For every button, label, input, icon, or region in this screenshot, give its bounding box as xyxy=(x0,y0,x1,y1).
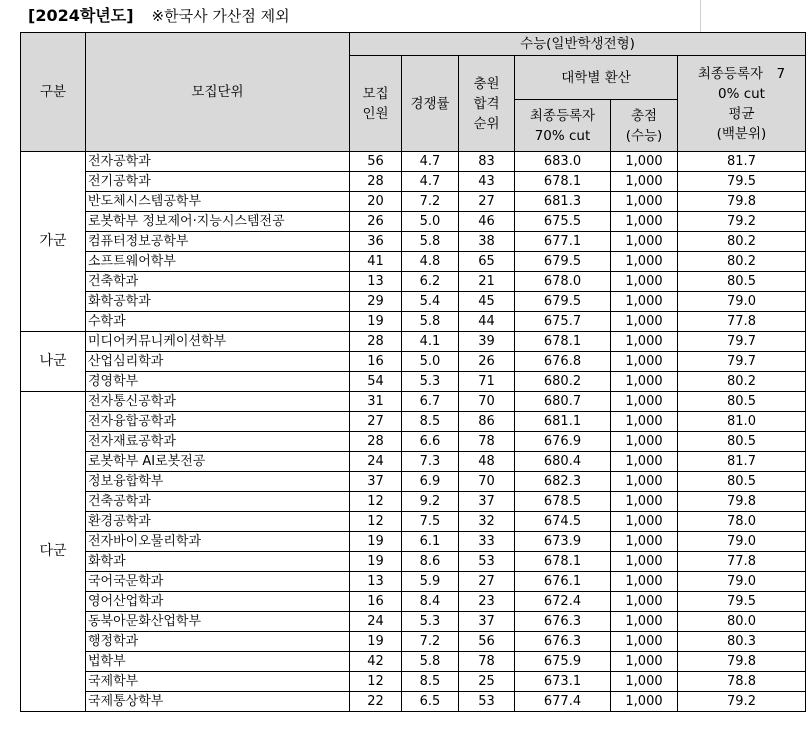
avg-cell: 81.0 xyxy=(678,412,806,432)
table-row xyxy=(21,212,806,232)
header-waitlist-line1: 충원 xyxy=(473,75,500,92)
quota-cell: 31 xyxy=(350,392,402,412)
competition-cell: 5.9 xyxy=(402,572,459,592)
unit-cell: 영어산업학과 xyxy=(86,592,350,612)
unit-cell: 전자재료공학과 xyxy=(86,432,350,452)
competition-cell: 7.2 xyxy=(402,192,459,212)
unit-cell: 전자통신공학과 xyxy=(86,392,350,412)
unit-cell: 수학과 xyxy=(86,312,350,332)
cut70-cell: 680.2 xyxy=(515,372,611,392)
avg-cell: 80.5 xyxy=(678,392,806,412)
table-row xyxy=(21,532,806,552)
cut70-cell: 675.7 xyxy=(515,312,611,332)
header-total-line2: (수능) xyxy=(625,127,663,144)
unit-cell: 로봇학부 AI로봇전공 xyxy=(86,452,350,472)
waitlist-cell: 53 xyxy=(459,692,515,712)
avg-cell: 79.7 xyxy=(678,352,806,372)
waitlist-cell: 65 xyxy=(459,252,515,272)
table-row xyxy=(21,592,806,612)
avg-cell: 78.0 xyxy=(678,512,806,532)
avg-cell: 79.8 xyxy=(678,492,806,512)
table-row xyxy=(21,232,806,252)
total-cell: 1,000 xyxy=(611,312,678,332)
quota-cell: 16 xyxy=(350,592,402,612)
header-quota-line1: 모집 xyxy=(362,85,389,102)
header-quota xyxy=(350,56,402,152)
competition-cell: 8.4 xyxy=(402,592,459,612)
header-avg-line2: 0% cut xyxy=(718,85,765,102)
unit-cell: 로봇학부 정보제어·지능시스템전공 xyxy=(86,212,350,232)
unit-cell: 국어국문학과 xyxy=(86,572,350,592)
avg-cell: 80.2 xyxy=(678,372,806,392)
total-cell: 1,000 xyxy=(611,692,678,712)
competition-cell: 4.8 xyxy=(402,252,459,272)
total-cell: 1,000 xyxy=(611,212,678,232)
competition-cell: 5.0 xyxy=(402,212,459,232)
header-total-line1: 총점 xyxy=(630,107,658,124)
header-waitlist xyxy=(459,56,515,152)
waitlist-cell: 71 xyxy=(459,372,515,392)
quota-cell: 22 xyxy=(350,692,402,712)
total-cell: 1,000 xyxy=(611,492,678,512)
waitlist-cell: 37 xyxy=(459,492,515,512)
table-header xyxy=(21,33,806,152)
background-divider xyxy=(700,0,701,32)
unit-cell: 건축공학과 xyxy=(86,492,350,512)
waitlist-cell: 39 xyxy=(459,332,515,352)
waitlist-cell: 53 xyxy=(459,552,515,572)
waitlist-cell: 43 xyxy=(459,172,515,192)
avg-cell: 79.0 xyxy=(678,292,806,312)
avg-cell: 80.0 xyxy=(678,612,806,632)
cut70-cell: 677.1 xyxy=(515,232,611,252)
unit-cell: 정보융합학부 xyxy=(86,472,350,492)
avg-cell: 79.5 xyxy=(678,592,806,612)
competition-cell: 4.7 xyxy=(402,172,459,192)
unit-cell: 산업심리학과 xyxy=(86,352,350,372)
table-row xyxy=(21,332,806,352)
quota-cell: 12 xyxy=(350,672,402,692)
unit-cell: 행정학과 xyxy=(86,632,350,652)
unit-cell: 소프트웨어학부 xyxy=(86,252,350,272)
cut70-cell: 678.1 xyxy=(515,332,611,352)
total-cell: 1,000 xyxy=(611,292,678,312)
cut70-cell: 683.0 xyxy=(515,152,611,172)
header-total xyxy=(611,100,678,152)
avg-cell: 77.8 xyxy=(678,552,806,572)
unit-cell: 컴퓨터정보공학부 xyxy=(86,232,350,252)
waitlist-cell: 37 xyxy=(459,612,515,632)
total-cell: 1,000 xyxy=(611,572,678,592)
avg-cell: 79.8 xyxy=(678,192,806,212)
waitlist-cell: 25 xyxy=(459,672,515,692)
unit-cell: 전자융합공학과 xyxy=(86,412,350,432)
avg-cell: 80.5 xyxy=(678,472,806,492)
waitlist-cell: 56 xyxy=(459,632,515,652)
cut70-cell: 678.1 xyxy=(515,552,611,572)
header-univ-conv: 대학별 환산 xyxy=(515,56,678,100)
header-final70-line1: 최종등록자 xyxy=(529,107,596,124)
quota-cell: 54 xyxy=(350,372,402,392)
cut70-cell: 681.3 xyxy=(515,192,611,212)
table-row xyxy=(21,292,806,312)
waitlist-cell: 70 xyxy=(459,392,515,412)
avg-cell: 79.7 xyxy=(678,332,806,352)
waitlist-cell: 78 xyxy=(459,652,515,672)
cut70-cell: 676.3 xyxy=(515,612,611,632)
quota-cell: 37 xyxy=(350,472,402,492)
cut70-cell: 680.7 xyxy=(515,392,611,412)
quota-cell: 28 xyxy=(350,172,402,192)
table-row xyxy=(21,392,806,412)
competition-cell: 7.3 xyxy=(402,452,459,472)
unit-cell: 전자공학과 xyxy=(86,152,350,172)
competition-cell: 8.5 xyxy=(402,672,459,692)
unit-cell: 반도체시스템공학부 xyxy=(86,192,350,212)
cut70-cell: 679.5 xyxy=(515,252,611,272)
competition-cell: 6.6 xyxy=(402,432,459,452)
table-row xyxy=(21,192,806,212)
unit-cell: 전자바이오물리학과 xyxy=(86,532,350,552)
header-unit: 모집단위 xyxy=(86,33,350,152)
unit-cell: 화학공학과 xyxy=(86,292,350,312)
table-body xyxy=(21,152,806,712)
total-cell: 1,000 xyxy=(611,652,678,672)
cut70-cell: 672.4 xyxy=(515,592,611,612)
avg-cell: 79.0 xyxy=(678,532,806,552)
avg-cell: 80.2 xyxy=(678,252,806,272)
cut70-cell: 676.9 xyxy=(515,432,611,452)
waitlist-cell: 32 xyxy=(459,512,515,532)
header-avg-line4: (백분위) xyxy=(716,125,767,142)
total-cell: 1,000 xyxy=(611,552,678,572)
table-row xyxy=(21,512,806,532)
table-row xyxy=(21,632,806,652)
quota-cell: 42 xyxy=(350,652,402,672)
cut70-cell: 678.5 xyxy=(515,492,611,512)
competition-cell: 7.2 xyxy=(402,632,459,652)
quota-cell: 13 xyxy=(350,572,402,592)
waitlist-cell: 33 xyxy=(459,532,515,552)
cut70-cell: 673.9 xyxy=(515,532,611,552)
avg-cell: 80.5 xyxy=(678,272,806,292)
quota-cell: 28 xyxy=(350,332,402,352)
header-avg-line3: 평균 xyxy=(728,105,755,122)
total-cell: 1,000 xyxy=(611,152,678,172)
waitlist-cell: 23 xyxy=(459,592,515,612)
unit-cell: 동북아문화산업학부 xyxy=(86,612,350,632)
quota-cell: 13 xyxy=(350,272,402,292)
competition-cell: 6.5 xyxy=(402,692,459,712)
group-label: 나군 xyxy=(21,332,86,392)
waitlist-cell: 86 xyxy=(459,412,515,432)
table-heading xyxy=(28,4,290,28)
table-row xyxy=(21,612,806,632)
competition-cell: 8.6 xyxy=(402,552,459,572)
competition-cell: 6.2 xyxy=(402,272,459,292)
header-suneung: 수능(일반학생전형) xyxy=(350,33,806,56)
cut70-cell: 680.4 xyxy=(515,452,611,472)
table-row xyxy=(21,252,806,272)
competition-cell: 8.5 xyxy=(402,412,459,432)
waitlist-cell: 38 xyxy=(459,232,515,252)
waitlist-cell: 83 xyxy=(459,152,515,172)
waitlist-cell: 46 xyxy=(459,212,515,232)
cut70-cell: 681.1 xyxy=(515,412,611,432)
total-cell: 1,000 xyxy=(611,392,678,412)
waitlist-cell: 78 xyxy=(459,432,515,452)
table-row xyxy=(21,652,806,672)
header-waitlist-line2: 합격 xyxy=(473,95,500,112)
table-row xyxy=(21,432,806,452)
table-row xyxy=(21,272,806,292)
quota-cell: 24 xyxy=(350,452,402,472)
waitlist-cell: 21 xyxy=(459,272,515,292)
unit-cell: 미디어커뮤니케이션학부 xyxy=(86,332,350,352)
competition-cell: 5.3 xyxy=(402,612,459,632)
avg-cell: 80.3 xyxy=(678,632,806,652)
waitlist-cell: 70 xyxy=(459,472,515,492)
cut70-cell: 675.9 xyxy=(515,652,611,672)
table-row xyxy=(21,492,806,512)
heading-year: [2024학년도] xyxy=(28,6,134,25)
total-cell: 1,000 xyxy=(611,532,678,552)
competition-cell: 5.8 xyxy=(402,652,459,672)
cut70-cell: 677.4 xyxy=(515,692,611,712)
quota-cell: 27 xyxy=(350,412,402,432)
avg-cell: 79.8 xyxy=(678,652,806,672)
waitlist-cell: 44 xyxy=(459,312,515,332)
cut70-cell: 675.5 xyxy=(515,212,611,232)
unit-cell: 법학부 xyxy=(86,652,350,672)
avg-cell: 79.2 xyxy=(678,212,806,232)
table-row xyxy=(21,572,806,592)
total-cell: 1,000 xyxy=(611,252,678,272)
header-competition: 경쟁률 xyxy=(402,56,459,152)
competition-cell: 4.7 xyxy=(402,152,459,172)
heading-note: ※한국사 가산점 제외 xyxy=(151,7,290,25)
table-row xyxy=(21,352,806,372)
header-quota-line2: 인원 xyxy=(362,105,389,122)
quota-cell: 26 xyxy=(350,212,402,232)
header-avg-line1: 최종등록자 7 xyxy=(697,65,786,82)
quota-cell: 56 xyxy=(350,152,402,172)
avg-cell: 80.5 xyxy=(678,432,806,452)
total-cell: 1,000 xyxy=(611,412,678,432)
table-row xyxy=(21,692,806,712)
table-row xyxy=(21,172,806,192)
header-final70-avg xyxy=(678,56,806,152)
waitlist-cell: 48 xyxy=(459,452,515,472)
avg-cell: 78.8 xyxy=(678,672,806,692)
total-cell: 1,000 xyxy=(611,512,678,532)
avg-cell: 79.5 xyxy=(678,172,806,192)
competition-cell: 7.5 xyxy=(402,512,459,532)
quota-cell: 12 xyxy=(350,492,402,512)
quota-cell: 19 xyxy=(350,532,402,552)
competition-cell: 5.4 xyxy=(402,292,459,312)
avg-cell: 79.2 xyxy=(678,692,806,712)
competition-cell: 5.3 xyxy=(402,372,459,392)
competition-cell: 9.2 xyxy=(402,492,459,512)
table-row xyxy=(21,552,806,572)
total-cell: 1,000 xyxy=(611,592,678,612)
cut70-cell: 676.8 xyxy=(515,352,611,372)
waitlist-cell: 45 xyxy=(459,292,515,312)
header-waitlist-line3: 순위 xyxy=(473,115,500,132)
unit-cell: 경영학부 xyxy=(86,372,350,392)
quota-cell: 19 xyxy=(350,552,402,572)
total-cell: 1,000 xyxy=(611,452,678,472)
quota-cell: 24 xyxy=(350,612,402,632)
total-cell: 1,000 xyxy=(611,632,678,652)
waitlist-cell: 27 xyxy=(459,572,515,592)
cut70-cell: 674.5 xyxy=(515,512,611,532)
competition-cell: 6.1 xyxy=(402,532,459,552)
competition-cell: 5.8 xyxy=(402,232,459,252)
quota-cell: 19 xyxy=(350,312,402,332)
quota-cell: 20 xyxy=(350,192,402,212)
unit-cell: 화학과 xyxy=(86,552,350,572)
competition-cell: 5.0 xyxy=(402,352,459,372)
unit-cell: 전기공학과 xyxy=(86,172,350,192)
competition-cell: 6.7 xyxy=(402,392,459,412)
table-row xyxy=(21,372,806,392)
header-division: 구분 xyxy=(21,33,86,152)
unit-cell: 국제통상학부 xyxy=(86,692,350,712)
quota-cell: 28 xyxy=(350,432,402,452)
total-cell: 1,000 xyxy=(611,672,678,692)
table-row xyxy=(21,152,806,172)
unit-cell: 건축학과 xyxy=(86,272,350,292)
quota-cell: 41 xyxy=(350,252,402,272)
cut70-cell: 679.5 xyxy=(515,292,611,312)
competition-cell: 4.1 xyxy=(402,332,459,352)
table-row xyxy=(21,412,806,432)
cut70-cell: 682.3 xyxy=(515,472,611,492)
quota-cell: 12 xyxy=(350,512,402,532)
total-cell: 1,000 xyxy=(611,172,678,192)
header-final70-line2: 70% cut xyxy=(534,127,591,144)
cut70-cell: 676.3 xyxy=(515,632,611,652)
total-cell: 1,000 xyxy=(611,192,678,212)
avg-cell: 77.8 xyxy=(678,312,806,332)
total-cell: 1,000 xyxy=(611,372,678,392)
group-label: 다군 xyxy=(21,392,86,712)
cut70-cell: 678.0 xyxy=(515,272,611,292)
competition-cell: 5.8 xyxy=(402,312,459,332)
total-cell: 1,000 xyxy=(611,612,678,632)
table-row xyxy=(21,312,806,332)
total-cell: 1,000 xyxy=(611,232,678,252)
total-cell: 1,000 xyxy=(611,472,678,492)
quota-cell: 29 xyxy=(350,292,402,312)
header-final70 xyxy=(515,100,611,152)
waitlist-cell: 26 xyxy=(459,352,515,372)
cut70-cell: 678.1 xyxy=(515,172,611,192)
avg-cell: 79.0 xyxy=(678,572,806,592)
avg-cell: 81.7 xyxy=(678,152,806,172)
total-cell: 1,000 xyxy=(611,352,678,372)
table-row xyxy=(21,672,806,692)
avg-cell: 80.2 xyxy=(678,232,806,252)
waitlist-cell: 27 xyxy=(459,192,515,212)
cut70-cell: 673.1 xyxy=(515,672,611,692)
table-row xyxy=(21,452,806,472)
quota-cell: 19 xyxy=(350,632,402,652)
group-label: 가군 xyxy=(21,152,86,332)
quota-cell: 36 xyxy=(350,232,402,252)
unit-cell: 환경공학과 xyxy=(86,512,350,532)
total-cell: 1,000 xyxy=(611,432,678,452)
total-cell: 1,000 xyxy=(611,272,678,292)
cut70-cell: 676.1 xyxy=(515,572,611,592)
unit-cell: 국제학부 xyxy=(86,672,350,692)
total-cell: 1,000 xyxy=(611,332,678,352)
competition-cell: 6.9 xyxy=(402,472,459,492)
quota-cell: 16 xyxy=(350,352,402,372)
table-row xyxy=(21,472,806,492)
avg-cell: 81.7 xyxy=(678,452,806,472)
admission-results-table xyxy=(20,32,806,712)
